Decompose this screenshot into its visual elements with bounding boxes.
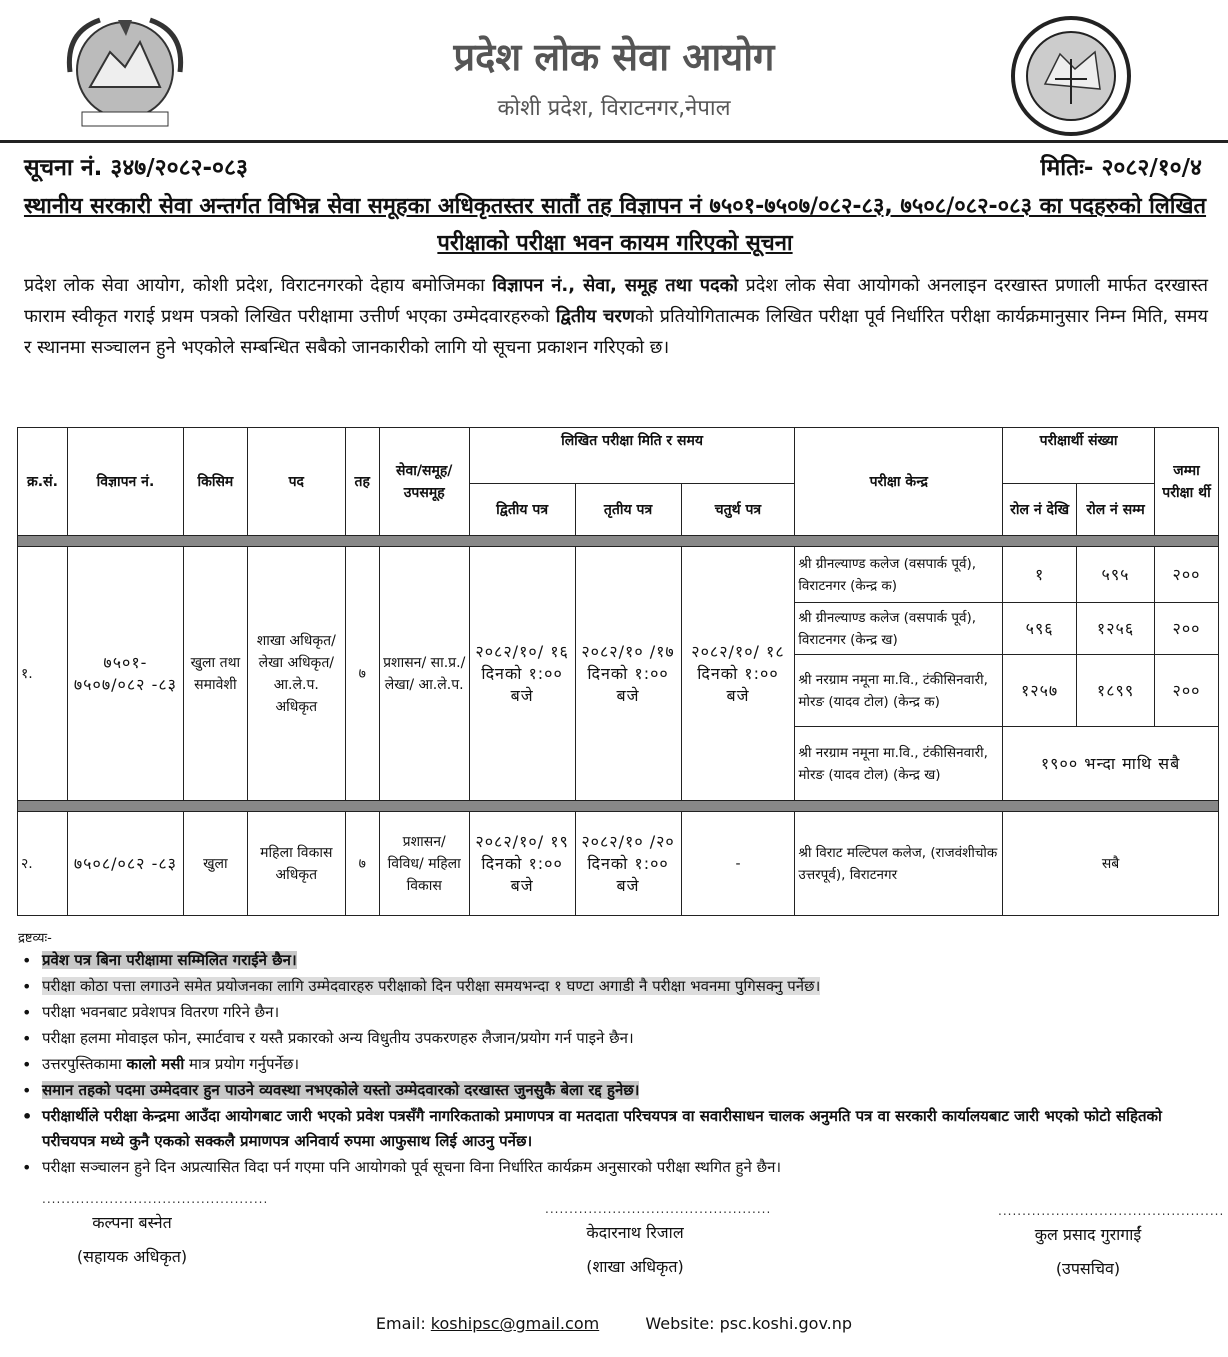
email-label: Email: — [375, 1314, 431, 1333]
signatory-role: (शाखा अधिकृत) — [586, 1257, 684, 1276]
signatory-role: (उपसचिव) — [1055, 1259, 1121, 1278]
notice-date: मितिः- २०८२/१०/४ — [1040, 155, 1202, 181]
note-7: परीक्षार्थीले परीक्षा केन्द्रमा आउँदा आयोगबाट जारी भएको प्रवेश पत्रसँगै नागरिकताको प्रमाणपत्र वा मतदाता परिचयपत्र वा सवारीसाधन चालक अनुमति पत्र वा सरकारी कार्यालयबाट जारी भएको फोटो सहितको परीचयपत्र मध्ये कुनै एकको सक्कलै प्रमाणपत्र अनिवार्य रुपमा आफुसाथ लिई आउनु पर्नेछ। — [42, 1107, 1162, 1150]
row1-range-4: १९०० भन्दा माथि सबै — [1003, 727, 1219, 801]
row1-paper2: २०८२/१०/ १६ दिनको १:०० बजे — [469, 547, 575, 801]
note-3: परीक्षा भवनबाट प्रवेशपत्र वितरण गरिने छैन। — [42, 1003, 280, 1021]
header-center: परीक्षा केन्द्र — [795, 428, 1003, 536]
row1-center-3: श्री नरग्राम नमूना मा.वि., टंकीसिनवारी, मोरङ (यादव टोल) (केन्द्र क) — [795, 655, 1003, 727]
table-row — [18, 812, 1219, 916]
notice-number: सूचना नं. ३४७/२०८२-०८३ — [24, 155, 248, 181]
header-service: सेवा/समूह/ उपसमूह — [379, 428, 469, 536]
org-title: प्रदेश लोक सेवा आयोग — [453, 35, 775, 79]
list-item — [20, 948, 1210, 973]
note-5-bold: कालो मसी — [126, 1055, 185, 1073]
email-link[interactable]: koshipsc@gmail.com — [430, 1314, 600, 1333]
body-bold-2: द्वितीय चरण — [555, 306, 635, 327]
row1-center-2: श्री ग्रीनल्याण्ड कलेज (वसपार्क पूर्व), विराटनगर (केन्द्र ख) — [795, 603, 1003, 655]
website-label: Website: — [645, 1314, 720, 1333]
table-row — [18, 547, 1219, 603]
header-paper4: चतुर्थ पत्र — [681, 484, 795, 536]
row2-service: प्रशासन/ विविध/ महिला विकास — [379, 812, 469, 916]
note-6: समान तहको पदमा उम्मेदवार हुन पाउने व्यवस्था नभएकोले यस्तो उम्मेदवारको दरखास्त जुनसुकै बेला रद्द हुनेछ। — [42, 1081, 640, 1099]
row1-to-3: १८९९ — [1077, 655, 1155, 727]
website-link[interactable]: psc.koshi.gov.np — [719, 1314, 853, 1333]
note-5: उत्तरपुस्तिकामा — [42, 1055, 127, 1073]
list-item — [20, 1000, 1210, 1025]
signature-1 — [42, 1192, 269, 1274]
body-text-2: प्रदेश लोक सेवा आयोगको अनलाइन दरखास्त प्रणाली मार्फत दरखास्त फाराम स्वीकृत गराई प्रथम पत्रको लिखित परीक्षामा उत्तीर्ण भएका उम्मेदवारहरुको — [24, 275, 1208, 327]
list-item — [20, 1026, 1210, 1051]
body-text-1: प्रदेश लोक सेवा आयोग, कोशी प्रदेश, विराटनगरको देहाय बमोजिमका — [24, 275, 493, 296]
row1-total-3: २०० — [1155, 655, 1219, 727]
header-sn: क्र.सं. — [18, 428, 68, 536]
header-adv-no: विज्ञापन नं. — [67, 428, 183, 536]
signature-2 — [545, 1202, 772, 1284]
header-post: पद — [247, 428, 345, 536]
signature-3 — [998, 1204, 1225, 1286]
header-roll-to: रोल नं सम्म — [1077, 484, 1155, 536]
row2-paper2: २०८२/१०/ १९ दिनको १:०० बजे — [469, 812, 575, 916]
list-item — [20, 974, 1210, 999]
row1-center-1: श्री ग्रीनल्याण्ड कलेज (वसपार्क पूर्व), विराटनगर (केन्द्र क) — [795, 547, 1003, 603]
footer — [0, 1314, 1228, 1333]
row2-adv-no: ७५०८/०८२ -८३ — [67, 812, 183, 916]
row1-from-2: ५९६ — [1003, 603, 1077, 655]
header-roll-from: रोल नं देखि — [1003, 484, 1077, 536]
header-paper3: तृतीय पत्र — [575, 484, 681, 536]
row2-type: खुला — [183, 812, 247, 916]
notice-body — [24, 270, 1208, 363]
note-5-tail: मात्र प्रयोग गर्नुपर्नेछ। — [184, 1055, 300, 1073]
koshi-psc-seal-icon — [1005, 14, 1137, 138]
list-item — [20, 1078, 1210, 1103]
list-item — [20, 1155, 1210, 1180]
row1-total-2: २०० — [1155, 603, 1219, 655]
list-item — [20, 1104, 1210, 1154]
row2-center: श्री विराट मल्टिपल कलेज, (राजवंशीचोक उत्तरपूर्व), विराटनगर — [795, 812, 1003, 916]
note-2: परीक्षा कोठा पत्ता लगाउने समेत प्रयोजनका लागि उम्मेदवारहरु परीक्षाको दिन परीक्षा समयभन्दा १ घण्टा अगाडी नै परीक्षा भवनमा पुगिसक्नु पर्नेछ। — [42, 977, 821, 995]
note-4: परीक्षा हलमा मोवाइल फोन, स्मार्टवाच र यस्तै प्रकारको अन्य विधुतीय उपकरणहरु लैजान/प्रयोग गर्न पाइने छैन। — [42, 1029, 634, 1047]
row2-sn: २. — [18, 812, 68, 916]
signature-line: ............................................... — [998, 1204, 1225, 1218]
notes-list — [20, 948, 1210, 1181]
signature-line: ............................................... — [42, 1192, 269, 1206]
note-8: परीक्षा सञ्चालन हुने दिन अप्रत्यासित विदा पर्न गएमा पनि आयोगको पूर्व सूचना विना निर्धारित कार्यक्रम अनुसारको परीक्षा स्थगित हुने छैन। — [42, 1158, 782, 1176]
row1-to-2: १२५६ — [1077, 603, 1155, 655]
row1-post: शाखा अधिकृत/लेखा अधिकृत/ आ.ले.प. अधिकृत — [247, 547, 345, 801]
row2-paper3: २०८२/१० /२० दिनको १:०० बजे — [575, 812, 681, 916]
row2-paper4: - — [681, 812, 795, 916]
note-1: प्रवेश पत्र बिना परीक्षामा सम्मिलित गराईने छैन। — [42, 951, 297, 969]
row1-paper4: २०८२/१०/ १८ दिनको १:०० बजे — [681, 547, 795, 801]
org-subtitle: कोशी प्रदेश, विराटनगर,नेपाल — [497, 96, 731, 121]
signatory-name: कुल प्रसाद गुरागाईं — [1034, 1225, 1142, 1244]
header-candidates: परीक्षार्थी संख्या — [1003, 428, 1155, 484]
header-divider — [0, 140, 1228, 143]
row1-level: ७ — [345, 547, 379, 801]
row2-range: सबै — [1003, 812, 1219, 916]
row1-adv-no: ७५०१- ७५०७/०८२ -८३ — [67, 547, 183, 801]
body-bold-1: विज्ञापन नं., सेवा, समूह तथा पदको — [492, 275, 739, 296]
signatory-name: कल्पना बस्नेत — [92, 1213, 172, 1232]
row1-to-1: ५९५ — [1077, 547, 1155, 603]
list-item — [20, 1052, 1210, 1077]
row1-type: खुला तथा समावेशी — [183, 547, 247, 801]
header-type: किसिम — [183, 428, 247, 536]
signature-line: ............................................... — [545, 1202, 772, 1216]
row1-from-3: १२५७ — [1003, 655, 1077, 727]
row1-center-4: श्री नरग्राम नमूना मा.वि., टंकीसिनवारी, मोरङ (यादव टोल) (केन्द्र ख) — [795, 727, 1003, 801]
row1-service: प्रशासन/ सा.प्र./ लेखा/ आ.ले.प. — [379, 547, 469, 801]
row1-from-1: १ — [1003, 547, 1077, 603]
row1-total-1: २०० — [1155, 547, 1219, 603]
header-paper2: द्वितीय पत्र — [469, 484, 575, 536]
signatory-role: (सहायक अधिकृत) — [76, 1247, 188, 1266]
row1-paper3: २०८२/१० /१७ दिनको १:०० बजे — [575, 547, 681, 801]
header-written-date: लिखित परीक्षा मिति र समय — [469, 428, 795, 484]
row2-post: महिला विकास अधिकृत — [247, 812, 345, 916]
header-level: तह — [345, 428, 379, 536]
signatory-name: केदारनाथ रिजाल — [586, 1223, 684, 1242]
exam-schedule-table — [17, 427, 1219, 916]
row2-level: ७ — [345, 812, 379, 916]
body-text-3: को प्रतियोगितात्मक लिखित परीक्षा पूर्व निर्धारित परीक्षा कार्यक्रमानुसार निम्न मिति, समय र स्थानमा सञ्चालन हुने भएकोले सम्बन्धित सबैको जानकारीको लागि यो सूचना प्रकाशन गरिएको छ। — [24, 306, 1208, 358]
notice-subject: स्थानीय सरकारी सेवा अन्तर्गत विभिन्न सेवा समूहका अधिकृतस्तर सातौं तह विज्ञापन नं ७५०१-७५०७/०८२-८३, ७५०८/०८२-०८३ का पदहरुको लिखित परीक्षाको परीक्षा भवन कायम गरिएको सूचना — [23, 194, 1207, 256]
row1-sn: १. — [18, 547, 68, 801]
header-total: जम्मा परीक्षा र्थी — [1155, 428, 1219, 536]
notes-heading: द्रष्टव्यः- — [18, 931, 52, 946]
